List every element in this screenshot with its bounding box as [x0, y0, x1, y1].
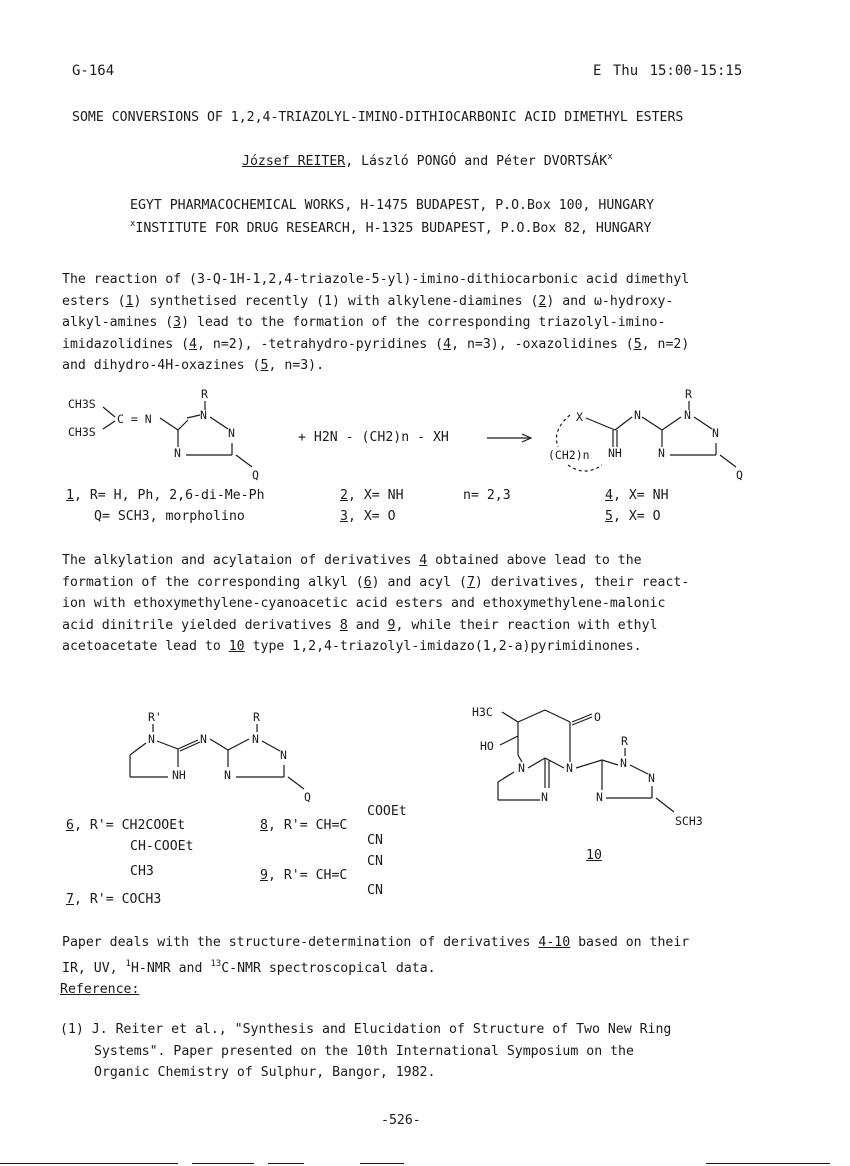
- n3-label: N: [712, 426, 719, 440]
- ch2n-label: (CH2)n: [548, 448, 590, 462]
- scheme1-reagent: + H2N - (CH2)n - XH: [298, 430, 449, 445]
- compound-6-label: 6, R'= CH2COOEt: [66, 818, 186, 833]
- compound-9-label: 9, R'= CH=C: [260, 868, 348, 883]
- compound-9-cn-bottom: CN: [367, 883, 383, 898]
- n3-label: N: [541, 790, 548, 804]
- co-authors: , László PONGÓ and Péter DVORTSÁK: [345, 154, 608, 169]
- scheme1-product-structure: [540, 385, 770, 485]
- ch3s-bottom-label: CH3S: [68, 425, 96, 439]
- footer-rule: [0, 1163, 178, 1164]
- affiliation-2: $^x$INSTITUTE FOR DRUG RESEARCH, H-1325 BUDAPEST, P.O.Box 82, HUNGARY: [130, 219, 652, 236]
- n2-label: N: [566, 761, 573, 775]
- author-mark: x: [607, 152, 613, 162]
- n5-label: N: [648, 771, 655, 785]
- compound-8-label: 8, R'= CH=C: [260, 818, 348, 833]
- q-label: Q: [736, 468, 743, 482]
- n5-label: N: [224, 768, 231, 782]
- affiliation-mark: x: [130, 219, 136, 229]
- ch3s-top-label: CH3S: [68, 397, 96, 411]
- n6-label: N: [596, 790, 603, 804]
- compound-3-label: 3, X= O: [340, 509, 396, 524]
- compound-7-label: 7, R'= COCH3: [66, 892, 162, 907]
- paragraph-derivatives: The alkylation and acylataion of derivatives 4 obtained above lead to the formation of the corresponding alkyl (6) and acyl (7) derivatives, their react- ion with ethoxymethylene-cyanoacetic acid esters and ethoxymethylene-malonic acid dinitrile yielded derivatives 8 and 9, while their reaction with ethyl acetoacetate lead to 10 type 1,2,4-triazolyl-imidazo(1,2-a)pyrimidinones.: [62, 553, 690, 654]
- nh-label: NH: [608, 446, 622, 460]
- n3-label: N: [174, 446, 181, 460]
- n2-label: N: [200, 732, 207, 746]
- sch3-label: SCH3: [675, 814, 703, 828]
- compound-6-alt-1: CH-COOEt: [130, 839, 194, 854]
- compound-5-label: 5, X= O: [605, 509, 661, 524]
- footer-rule: [706, 1163, 830, 1164]
- compound-6-alt-2: CH3: [130, 864, 154, 879]
- reference-heading: Reference:: [60, 982, 140, 997]
- page-number: -526-: [381, 1113, 421, 1128]
- compound-8-cooet: COOEt: [367, 804, 407, 819]
- o-label: O: [594, 710, 601, 724]
- compound-1-label: 1, R= H, Ph, 2,6-di-Me-Ph: [66, 488, 265, 503]
- q-label: Q: [252, 468, 259, 482]
- n2-label: N: [228, 426, 235, 440]
- n2-label: N: [684, 408, 691, 422]
- n3-label: N: [252, 732, 259, 746]
- abstract-code: G-164: [72, 63, 115, 79]
- r-label: R: [201, 387, 208, 401]
- affiliation-1: EGYT PHARMACOCHEMICAL WORKS, H-1475 BUDAPEST, P.O.Box 100, HUNGARY: [130, 198, 655, 213]
- reference-list: (1) J. Reiter et al., "Synthesis and Elucidation of Structure of Two New Ring Systems". Paper presented on the 10th International Symposium on the Organic Chemistry of Sulphur, Bangor, 1982.: [60, 1022, 672, 1080]
- compound-10-structure: [470, 700, 720, 840]
- c-eq-n-label: C = N: [117, 412, 152, 426]
- n4-label: N: [620, 756, 627, 770]
- footer-rule: [192, 1163, 254, 1164]
- author-line: [242, 152, 613, 169]
- compound-4-label: 4, X= NH: [605, 488, 669, 503]
- paragraph-summary: Paper deals with the structure-determination of derivatives 4-10 based on their IR, UV, $^1$H-NMR and $^{13}$C-NMR spectroscopical data.: [62, 935, 690, 976]
- h3c-label: H3C: [472, 705, 493, 719]
- n4-label: N: [658, 446, 665, 460]
- r-label: R: [685, 387, 692, 401]
- paragraph-intro: The reaction of (3-Q-1H-1,2,4-triazole-5-yl)-imino-dithiocarbonic acid dimethyl esters (1) synthetised recently (1) with alkylene-diamines (2) and ω-hydroxy- alkyl-amines (3) lead to the formation of the corresponding triazolyl-imino- imidazolidines (4, n=2), -tetrahydro-pyridines (4, n=3), -oxazolidines (5, n=2) and dihydro-4H-oxazines (5, n=3).: [62, 272, 690, 373]
- n1-label: N: [518, 761, 525, 775]
- n1-label: N: [634, 408, 641, 422]
- session-time: E Thu 15:00-15:15: [593, 63, 743, 79]
- reaction-arrow: [485, 432, 535, 444]
- compound-2-n-label: n= 2,3: [463, 488, 511, 503]
- r-label: R: [253, 710, 260, 724]
- r-label: R: [621, 734, 628, 748]
- scheme1-reactant-structure: [60, 385, 280, 485]
- paper-title: SOME CONVERSIONS OF 1,2,4-TRIAZOLYL-IMINO-DITHIOCARBONIC ACID DIMETHYL ESTERS: [72, 110, 684, 125]
- x-label: X: [576, 410, 583, 424]
- n1-label: N: [148, 732, 155, 746]
- compound-2-label: 2, X= NH: [340, 488, 404, 503]
- scheme2-left-structure: [120, 705, 340, 805]
- n4-label: N: [280, 748, 287, 762]
- footer-rule: [360, 1163, 404, 1164]
- n1-label: N: [200, 408, 207, 422]
- nh-label: NH: [172, 768, 186, 782]
- compound-8-cn: CN: [367, 833, 383, 848]
- presenting-author: József REITER: [242, 154, 346, 169]
- q-label: Q: [304, 790, 311, 804]
- compound-9-cn-top: CN: [367, 854, 383, 869]
- ho-label: HO: [480, 739, 494, 753]
- compound-1-q-label: Q= SCH3, morpholino: [94, 509, 245, 524]
- r-prime-label: R': [148, 710, 162, 724]
- compound-10-label: 10: [586, 848, 602, 863]
- footer-rule: [268, 1163, 304, 1164]
